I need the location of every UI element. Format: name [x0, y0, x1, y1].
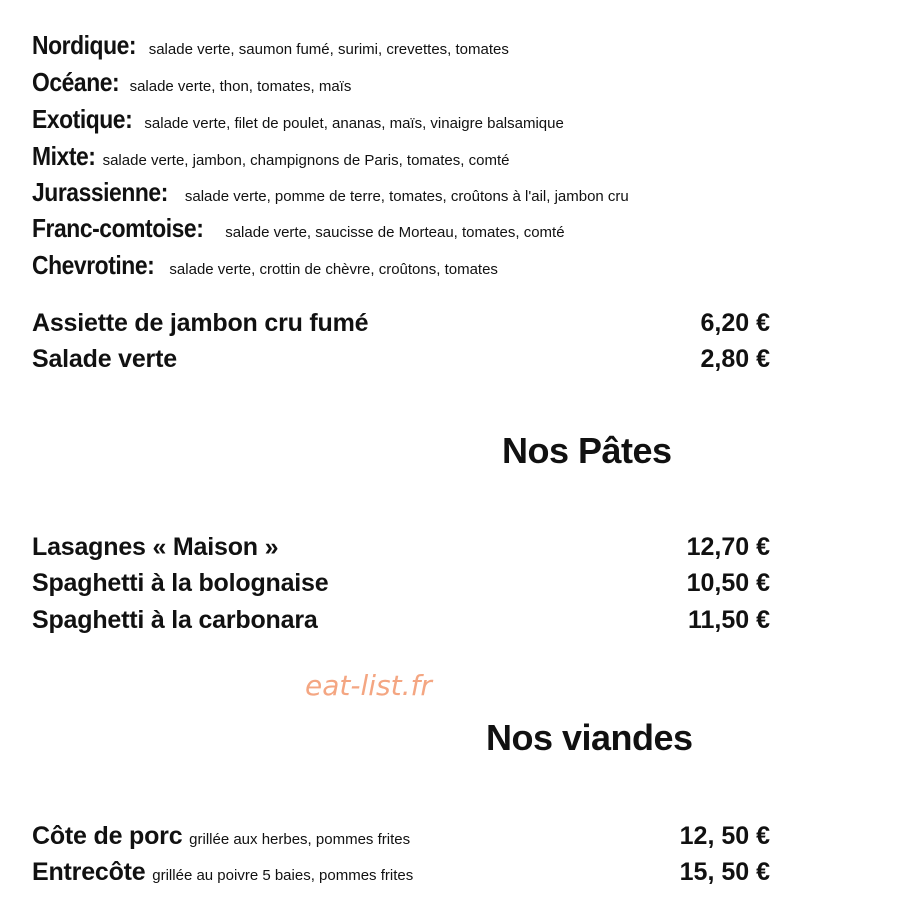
watermark: eat-list.fr	[305, 669, 432, 702]
section-title-viandes: Nos viandes	[486, 717, 693, 758]
salad-item	[32, 215, 565, 241]
item-title: Côte de porc	[32, 821, 183, 850]
item-price: 2,80 €	[700, 344, 770, 373]
item-price: 15, 50 €	[679, 857, 770, 886]
salad-item	[32, 143, 509, 169]
menu-row	[32, 855, 770, 889]
menu-row	[32, 530, 770, 564]
salad-description: salade verte, crottin de chèvre, croûtons, tomates	[169, 261, 498, 278]
salad-name: Franc-comtoise:	[32, 213, 204, 243]
item-name: Assiette de jambon cru fumé	[32, 308, 369, 337]
salad-item	[32, 179, 629, 205]
salad-description: salade verte, saucisse de Morteau, tomates, comté	[225, 224, 565, 241]
item-price: 12,70 €	[686, 532, 770, 561]
item-price: 6,20 €	[700, 308, 770, 337]
salad-name: Jurassienne:	[32, 177, 168, 207]
item-name	[32, 822, 410, 851]
salad-item	[32, 252, 498, 278]
menu-row	[32, 342, 770, 376]
salad-description: salade verte, jambon, champignons de Paris, tomates, comté	[102, 152, 510, 169]
salad-description: salade verte, filet de poulet, ananas, maïs, vinaigre balsamique	[144, 115, 564, 132]
section-title-pates: Nos Pâtes	[502, 430, 672, 471]
menu-row	[32, 306, 770, 340]
item-title: Entrecôte	[32, 857, 146, 886]
salad-name: Nordique:	[32, 30, 137, 60]
item-name: Spaghetti à la bolognaise	[32, 568, 329, 597]
salad-name: Exotique:	[32, 104, 133, 134]
salad-description: salade verte, saumon fumé, surimi, crevettes, tomates	[148, 41, 509, 58]
item-name: Spaghetti à la carbonara	[32, 605, 318, 634]
item-name: Lasagnes « Maison »	[32, 532, 279, 561]
salad-name: Chevrotine:	[32, 250, 155, 280]
salad-item	[32, 106, 564, 132]
salad-description: salade verte, thon, tomates, maïs	[129, 78, 352, 95]
menu-row	[32, 603, 770, 637]
item-price: 12, 50 €	[679, 821, 770, 850]
item-price: 10,50 €	[686, 568, 770, 597]
item-name	[32, 858, 413, 887]
menu-row	[32, 566, 770, 600]
salad-item	[32, 32, 509, 58]
menu-row	[32, 819, 770, 853]
salad-item	[32, 69, 351, 95]
salad-name: Océane:	[32, 67, 120, 97]
item-name: Salade verte	[32, 344, 177, 373]
salad-name: Mixte:	[32, 141, 96, 171]
item-description: grillée au poivre 5 baies, pommes frites	[152, 866, 414, 884]
item-price: 11,50 €	[687, 605, 770, 634]
salad-description: salade verte, pomme de terre, tomates, croûtons à l'ail, jambon cru	[184, 188, 629, 205]
item-description: grillée aux herbes, pommes frites	[189, 830, 411, 848]
